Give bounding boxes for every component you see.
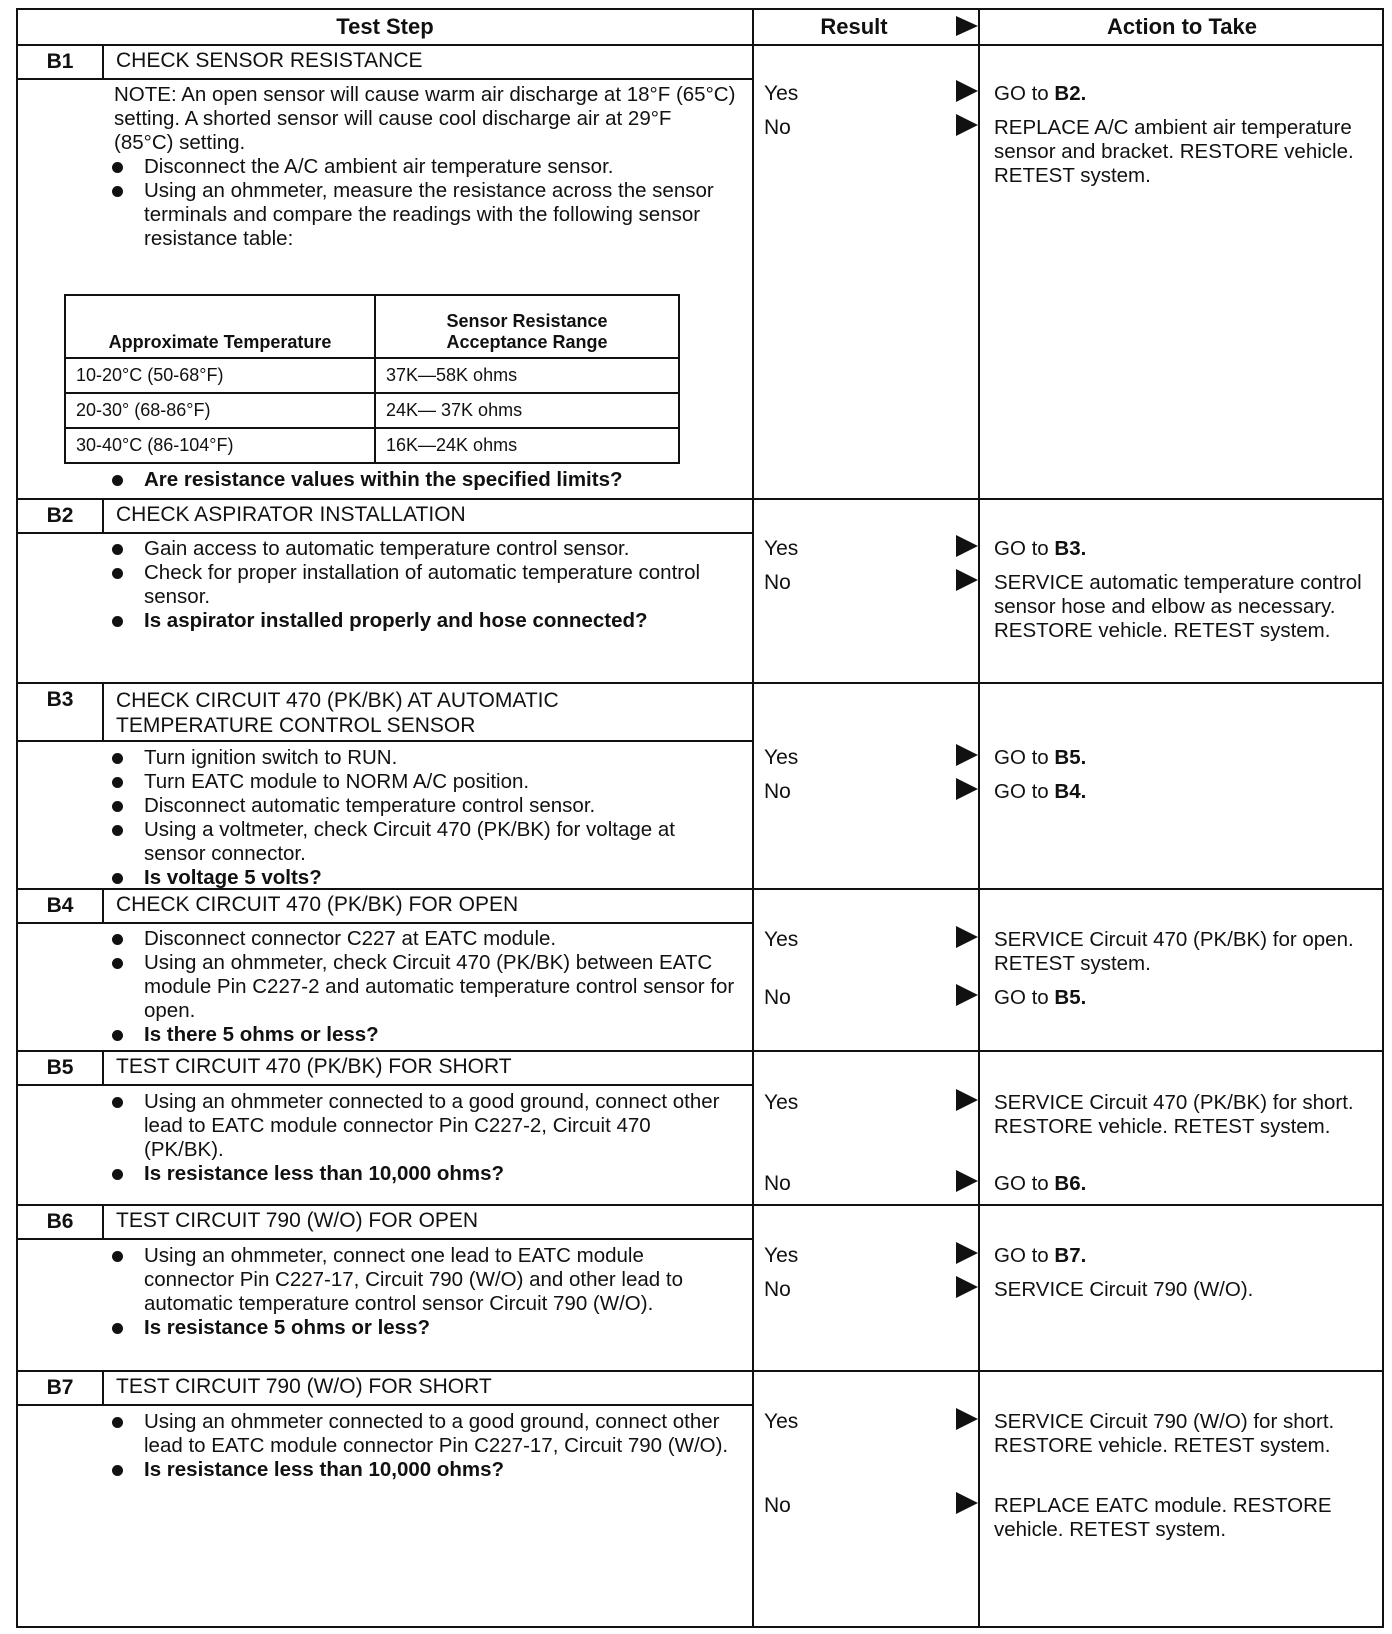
table-row <box>65 358 679 393</box>
result-yes: Yes <box>764 1091 799 1114</box>
step-title-divider <box>18 1404 754 1406</box>
result-yes: Yes <box>764 537 799 560</box>
column-divider-action <box>978 10 980 1626</box>
bullet-dot-icon <box>112 777 123 788</box>
bullet-dot-icon <box>112 1323 123 1334</box>
action-text: GO to B4. <box>994 780 1087 803</box>
step-id-b1: B1 <box>46 50 74 73</box>
step-body-b4 <box>110 927 736 1047</box>
step-bullet: Using a voltmeter, check Circuit 470 (PK/BK) for voltage at sensor connector. <box>110 818 736 866</box>
arrow-right-icon <box>956 1408 978 1430</box>
step-id-b3: B3 <box>46 688 74 711</box>
result-yes: Yes <box>764 1244 799 1267</box>
bullet-dot-icon <box>112 162 123 173</box>
step-body-b7 <box>110 1410 736 1482</box>
arrow-right-icon <box>956 80 978 102</box>
step-number-divider <box>102 682 104 740</box>
step-divider <box>18 498 1382 500</box>
result-no: No <box>764 780 791 803</box>
diagnostic-table <box>16 8 1384 1628</box>
action-text: GO to B6. <box>994 1172 1087 1195</box>
step-divider <box>18 1050 1382 1052</box>
bullet-dot-icon <box>112 616 123 627</box>
bullet-dot-icon <box>112 1251 123 1262</box>
step-bullet: Disconnect the A/C ambient air temperature sensor. <box>110 155 736 179</box>
arrow-right-icon <box>956 1492 978 1514</box>
step-number-divider <box>102 1204 104 1238</box>
step-id-b5: B5 <box>46 1056 74 1079</box>
step-number-divider <box>102 44 104 78</box>
result-yes: Yes <box>764 746 799 769</box>
header-arrow-icon <box>956 16 978 36</box>
table-row <box>65 428 679 463</box>
arrow-right-icon <box>956 926 978 948</box>
bullet-dot-icon <box>112 1030 123 1041</box>
bullet-dot-icon <box>112 873 123 884</box>
bullet-dot-icon <box>112 958 123 969</box>
action-text: SERVICE Circuit 790 (W/O). <box>994 1278 1254 1301</box>
header-result: Result <box>820 14 888 39</box>
action-text: SERVICE Circuit 470 (PK/BK) for short. RESTORE vehicle. RETEST system. <box>994 1091 1354 1138</box>
result-yes: Yes <box>764 928 799 951</box>
step-title-divider <box>18 740 754 742</box>
step-body-b5 <box>110 1090 736 1186</box>
step-question: Is resistance less than 10,000 ohms? <box>110 1162 736 1186</box>
result-yes: Yes <box>764 1410 799 1433</box>
step-bullet: Using an ohmmeter, connect one lead to EATC module connector Pin C227-17, Circuit 790 (W/O) and other lead to automatic temperature control sensor Circuit 790 (W/O). <box>110 1244 736 1316</box>
step-title-b5: TEST CIRCUIT 470 (PK/BK) FOR SHORT <box>116 1055 512 1078</box>
table-cell: 16K—24K ohms <box>375 428 679 463</box>
result-yes: Yes <box>764 82 799 105</box>
action-text: GO to B7. <box>994 1244 1087 1267</box>
step-number-divider <box>102 1370 104 1404</box>
step-bullet: Using an ohmmeter, check Circuit 470 (PK/BK) between EATC module Pin C227-2 and automatic temperature control sensor for open. <box>110 951 736 1023</box>
step-body-b3 <box>110 746 736 890</box>
column-divider-result <box>752 10 754 1626</box>
step-title-b3: CHECK CIRCUIT 470 (PK/BK) AT AUTOMATIC TEMPERATURE CONTROL SENSOR <box>116 689 559 737</box>
bullet-dot-icon <box>112 186 123 197</box>
arrow-right-icon <box>956 114 978 136</box>
bullet-dot-icon <box>112 801 123 812</box>
arrow-right-icon <box>956 744 978 766</box>
step-bullet: Turn ignition switch to RUN. <box>110 746 736 770</box>
step-question: Is voltage 5 volts? <box>110 866 736 890</box>
step-number-divider <box>102 1050 104 1084</box>
bullet-dot-icon <box>112 753 123 764</box>
step-title-divider <box>18 1238 754 1240</box>
arrow-right-icon <box>956 778 978 800</box>
action-text: SERVICE automatic temperature control sensor hose and elbow as necessary. RESTORE vehicle. RETEST system. <box>994 571 1362 642</box>
step-bullet: Disconnect automatic temperature control sensor. <box>110 794 736 818</box>
header-test-step: Test Step <box>336 14 434 39</box>
step-divider <box>18 1204 1382 1206</box>
step-question-b1: Are resistance values within the specified limits? <box>110 468 736 492</box>
step-bullet: Disconnect connector C227 at EATC module. <box>110 927 736 951</box>
step-bullet: Check for proper installation of automatic temperature control sensor. <box>110 561 736 609</box>
bullet-dot-icon <box>112 934 123 945</box>
result-no: No <box>764 1278 791 1301</box>
result-no: No <box>764 116 791 139</box>
step-number-divider <box>102 498 104 532</box>
step-title-divider <box>18 1084 754 1086</box>
sensor-resistance-table <box>64 294 680 464</box>
step-bullet: Turn EATC module to NORM A/C position. <box>110 770 736 794</box>
action-text: REPLACE EATC module. RESTORE vehicle. RETEST system. <box>994 1494 1332 1541</box>
step-bullet: Gain access to automatic temperature control sensor. <box>110 537 736 561</box>
arrow-right-icon <box>956 1089 978 1111</box>
bullet-dot-icon <box>112 1417 123 1428</box>
step-bullet: Using an ohmmeter connected to a good ground, connect other lead to EATC module connector Pin C227-2, Circuit 470 (PK/BK). <box>110 1090 736 1162</box>
step-id-b6: B6 <box>46 1210 74 1233</box>
result-no: No <box>764 1172 791 1195</box>
step-id-b2: B2 <box>46 504 74 527</box>
step-body-b6 <box>110 1244 736 1340</box>
action-text: SERVICE Circuit 470 (PK/BK) for open. RETEST system. <box>994 928 1354 975</box>
arrow-right-icon <box>956 1242 978 1264</box>
result-no: No <box>764 986 791 1009</box>
table-header-temperature: Approximate Temperature <box>65 295 375 358</box>
table-cell: 10-20°C (50-68°F) <box>65 358 375 393</box>
step-body-b2 <box>110 537 736 633</box>
table-row <box>65 393 679 428</box>
action-text: GO to B3. <box>994 537 1087 560</box>
action-text: GO to B2. <box>994 82 1087 105</box>
bullet-dot-icon <box>112 475 123 486</box>
step-title-b4: CHECK CIRCUIT 470 (PK/BK) FOR OPEN <box>116 893 519 916</box>
step-divider <box>18 888 1382 890</box>
result-no: No <box>764 571 791 594</box>
arrow-right-icon <box>956 569 978 591</box>
step-question: Is resistance 5 ohms or less? <box>110 1316 736 1340</box>
arrow-right-icon <box>956 984 978 1006</box>
table-cell: 30-40°C (86-104°F) <box>65 428 375 463</box>
step-divider <box>18 1370 1382 1372</box>
bullet-dot-icon <box>112 825 123 836</box>
header-action: Action to Take <box>1107 14 1257 39</box>
step-question: Is there 5 ohms or less? <box>110 1023 736 1047</box>
bullet-dot-icon <box>112 568 123 579</box>
bullet-dot-icon <box>112 1465 123 1476</box>
step-title-b7: TEST CIRCUIT 790 (W/O) FOR SHORT <box>116 1375 492 1398</box>
action-text: REPLACE A/C ambient air temperature sensor and bracket. RESTORE vehicle. RETEST system. <box>994 116 1354 187</box>
header-divider <box>18 44 1382 46</box>
step-title-b2: CHECK ASPIRATOR INSTALLATION <box>116 503 466 526</box>
step-title-divider <box>18 78 754 80</box>
bullet-dot-icon <box>112 1097 123 1108</box>
table-header-resistance: Sensor Resistance Acceptance Range <box>375 295 679 358</box>
bullet-dot-icon <box>112 544 123 555</box>
step-title-divider <box>18 532 754 534</box>
step-question: Is resistance less than 10,000 ohms? <box>110 1458 736 1482</box>
step-divider <box>18 682 1382 684</box>
action-text: GO to B5. <box>994 986 1087 1009</box>
step-bullet: Using an ohmmeter connected to a good ground, connect other lead to EATC module connector Pin C227-17, Circuit 790 (W/O). <box>110 1410 736 1458</box>
step-bullet: Using an ohmmeter, measure the resistance across the sensor terminals and compare the readings with the following sensor resistance table: <box>110 179 736 251</box>
step-title-b6: TEST CIRCUIT 790 (W/O) FOR OPEN <box>116 1209 479 1232</box>
arrow-right-icon <box>956 535 978 557</box>
step-note: NOTE: An open sensor will cause warm air discharge at 18°F (65°C) setting. A shorted sensor will cause cool discharge air at 29°F (85°C) setting. <box>114 83 736 154</box>
table-cell: 37K—58K ohms <box>375 358 679 393</box>
step-title-b1: CHECK SENSOR RESISTANCE <box>116 49 423 72</box>
action-text: GO to B5. <box>994 746 1087 769</box>
table-cell: 24K— 37K ohms <box>375 393 679 428</box>
step-number-divider <box>102 888 104 922</box>
step-body-b1 <box>110 83 736 251</box>
arrow-right-icon <box>956 1276 978 1298</box>
result-no: No <box>764 1494 791 1517</box>
step-question: Is aspirator installed properly and hose connected? <box>110 609 736 633</box>
bullet-dot-icon <box>112 1169 123 1180</box>
arrow-right-icon <box>956 1170 978 1192</box>
step-id-b7: B7 <box>46 1376 74 1399</box>
table-cell: 20-30° (68-86°F) <box>65 393 375 428</box>
action-text: SERVICE Circuit 790 (W/O) for short. RESTORE vehicle. RETEST system. <box>994 1410 1335 1457</box>
step-id-b4: B4 <box>46 894 74 917</box>
step-title-divider <box>18 922 754 924</box>
